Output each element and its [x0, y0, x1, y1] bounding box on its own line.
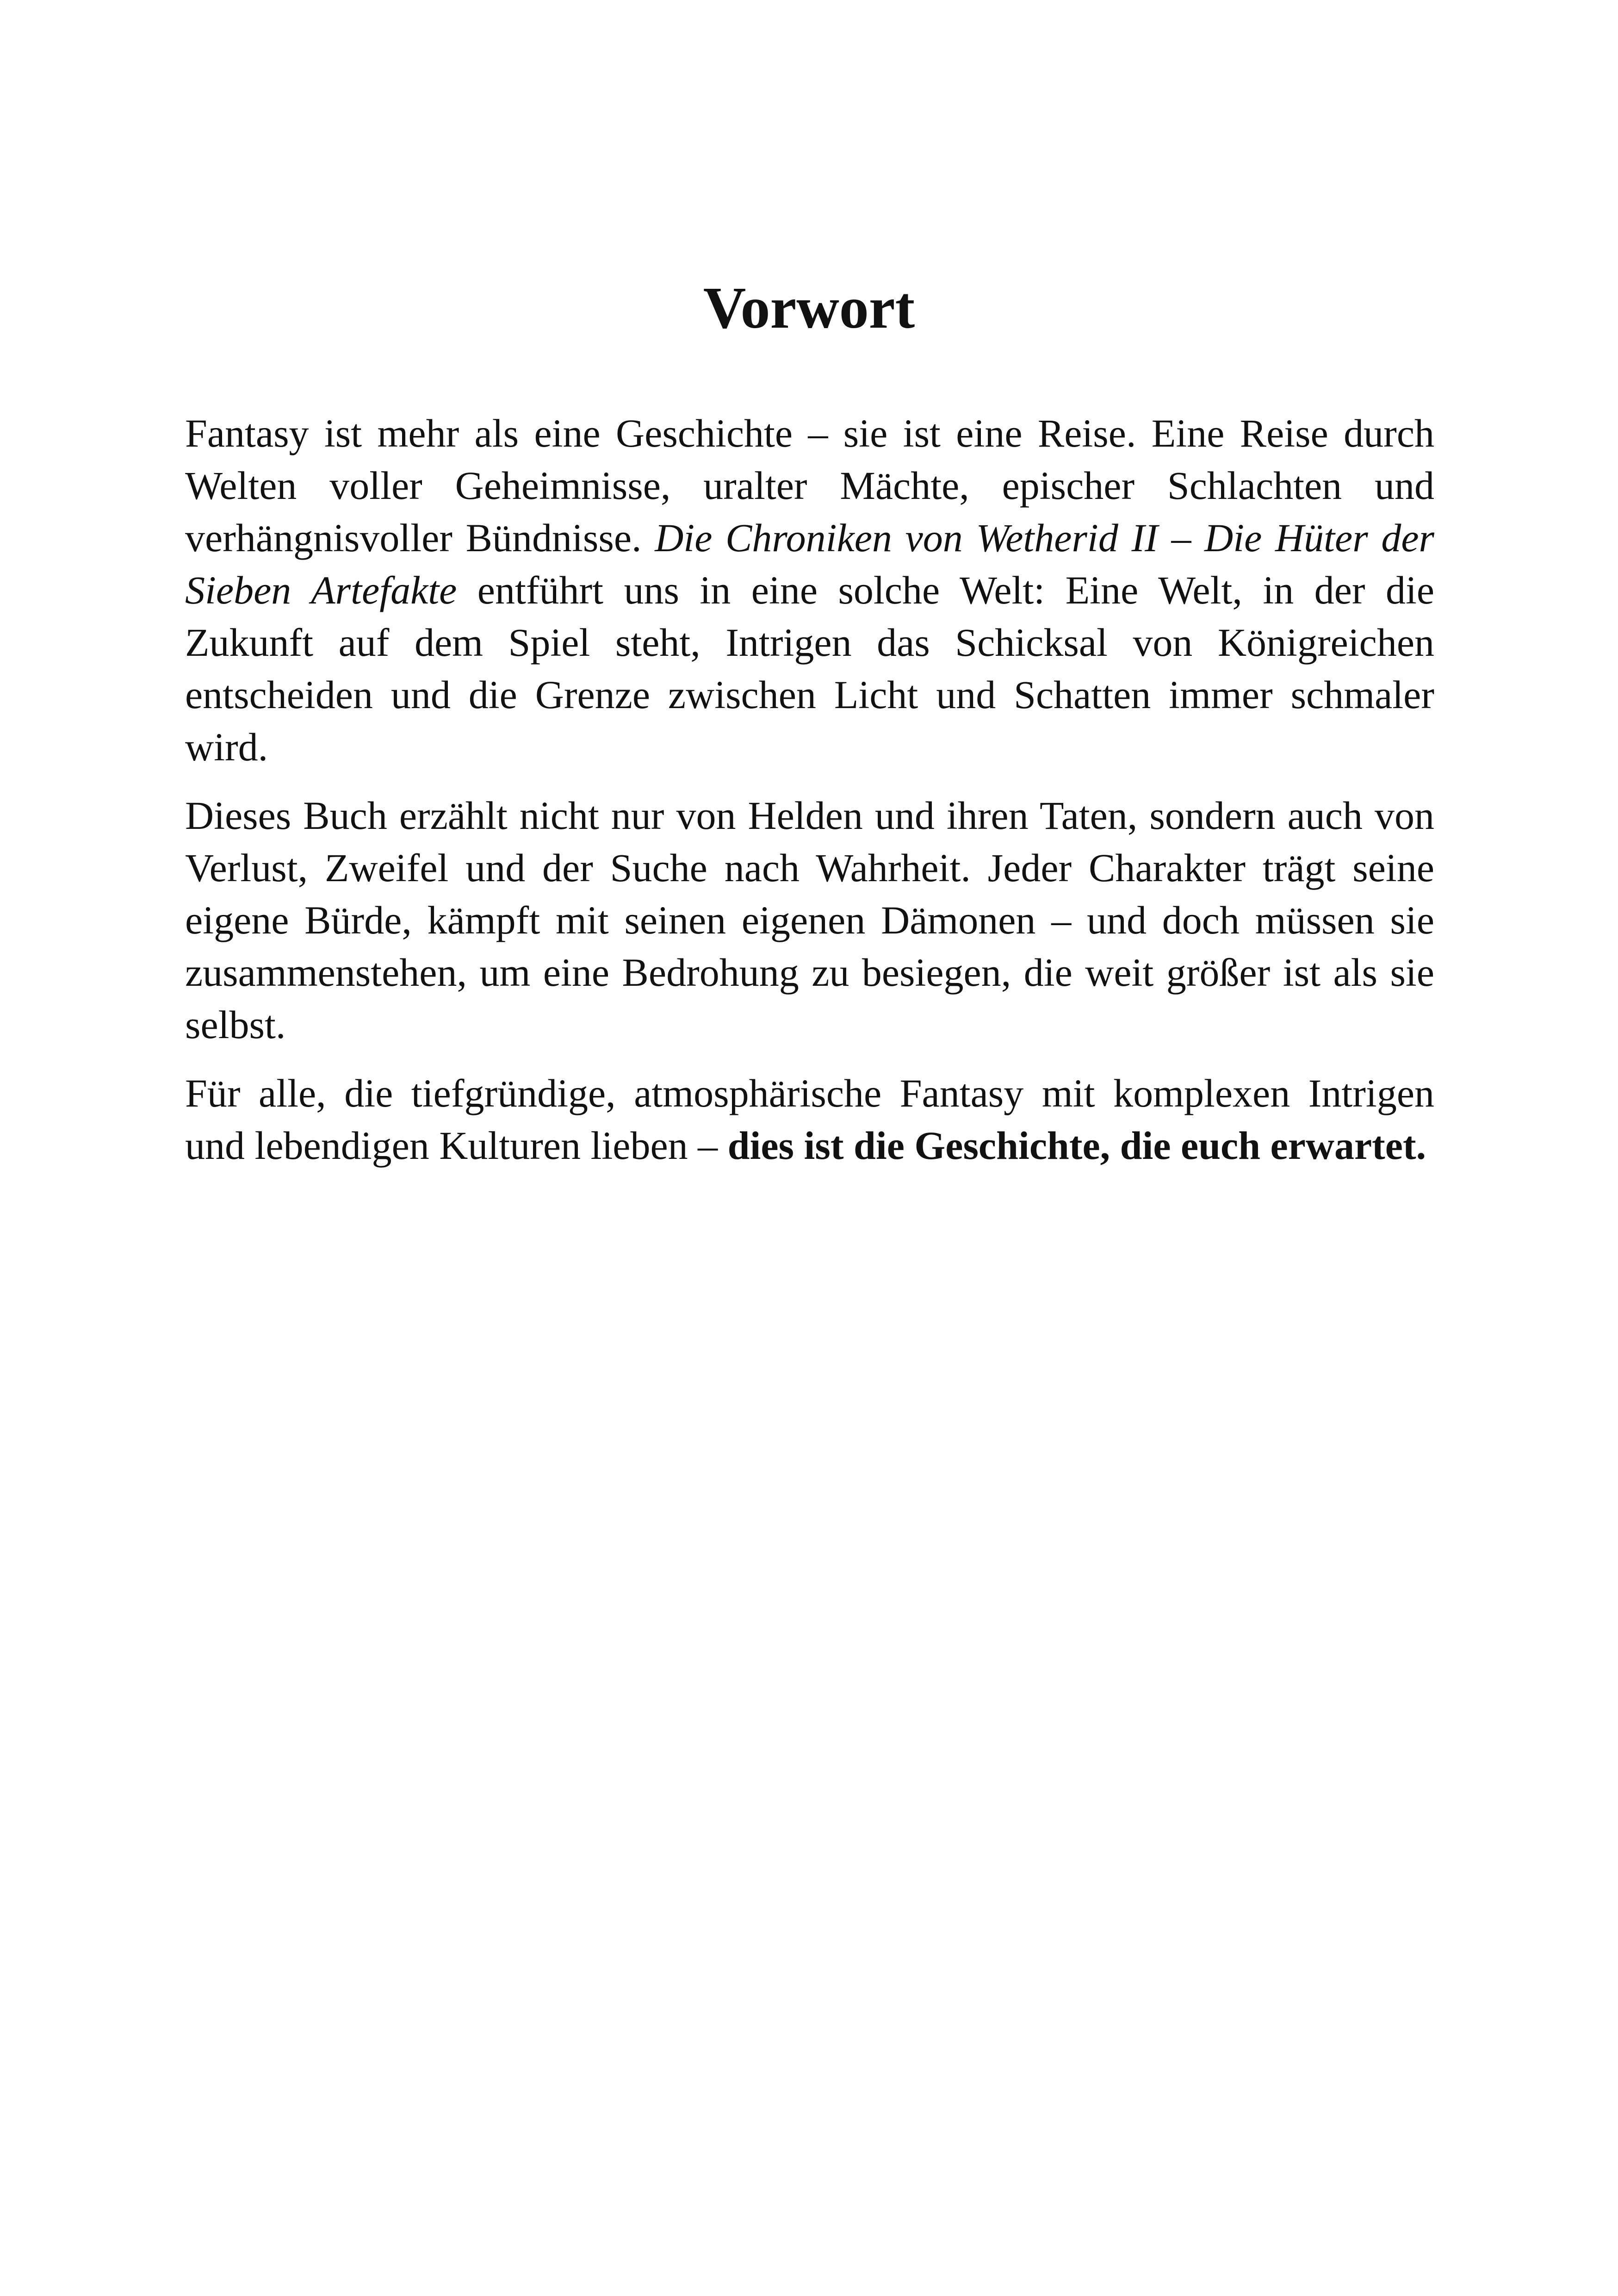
closing-emphasis: dies ist die Geschichte, die euch erwartet. — [727, 1123, 1426, 1168]
paragraph-2 — [185, 790, 1434, 1051]
paragraph-1 — [185, 407, 1434, 773]
foreword-body — [185, 407, 1434, 1188]
book-title: Die Chroniken von Wetherid II – Die Hüter der Sieben Artefakte — [185, 516, 1434, 612]
paragraph-1-text-a: Fantasy ist mehr als eine Geschichte – sie ist eine Reise. Eine Reise durch Welten voller Geheimnisse, uralter Mächte, epischer Schlachten und verhängnisvoller Bündnisse. — [185, 411, 1434, 560]
paragraph-3 — [185, 1067, 1434, 1172]
paragraph-2-text: Dieses Buch erzählt nicht nur von Helden und ihren Taten, sondern auch von Verlust, Zweifel und der Suche nach Wahrheit. Jeder Charakter trägt seine eigene Bürde, kämpft mit seinen eigenen Dämonen – und doch müssen sie zusammenstehen, um eine Bedrohung zu besiegen, die weit größer ist als sie selbst. — [185, 793, 1434, 1047]
page-title: Vorwort — [703, 275, 915, 341]
paragraph-3-text: Für alle, die tiefgründige, atmosphärische Fantasy mit komplexen Intrigen und lebendigen Kulturen lieben – — [185, 1071, 1434, 1168]
paragraph-1-text-b: entführt uns in eine solche Welt: Eine Welt, in der die Zukunft auf dem Spiel steht, Intrigen das Schicksal von Königreichen entscheiden und die Grenze zwischen Licht und Schatten immer schmaler wird. — [185, 568, 1435, 769]
